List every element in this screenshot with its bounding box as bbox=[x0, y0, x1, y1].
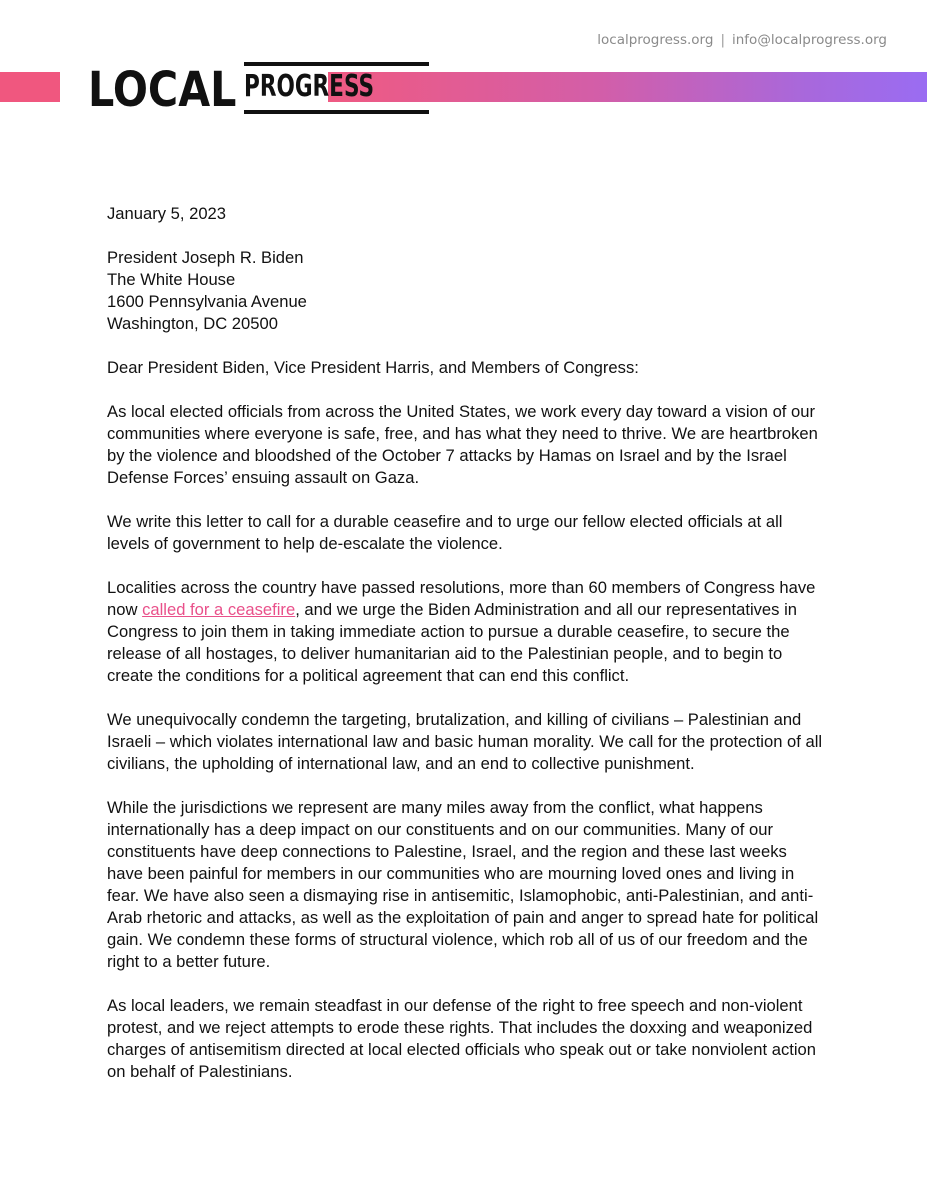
letter-date: January 5, 2023 bbox=[107, 204, 227, 223]
header-contact bbox=[597, 32, 887, 48]
recipient-line: The White House bbox=[107, 270, 236, 289]
paragraph-3-text-cont: , and we urge the Biden Administration and all our representatives in Congress to join them in taking immediate action to pursue a durable ceasefire, to secure the release of all hostages, to deliver humanitarian aid to the Palestinian people, and to begin to create the conditions for a political agreement that can end this conflict. bbox=[107, 600, 797, 685]
paragraph-6: As local leaders, we remain steadfast in our defense of the right to free speech and non-violent protest, and we reject attempts to erode these rights. That includes the doxxing and weaponized charges of antisemitism directed at local elected officials who speak out or take nonviolent action on behalf of Palestinians. bbox=[107, 996, 817, 1081]
email-link[interactable]: info@localprogress.org bbox=[732, 32, 887, 48]
paragraph-2: We write this letter to call for a durable ceasefire and to urge our fellow elected officials at all levels of government to help de-escalate the violence. bbox=[107, 512, 783, 553]
ceasefire-link[interactable]: called for a ceasefire bbox=[142, 600, 296, 619]
salutation: Dear President Biden, Vice President Harris, and Members of Congress: bbox=[107, 358, 639, 377]
website-link[interactable]: localprogress.org bbox=[597, 32, 714, 48]
letter-body bbox=[107, 203, 827, 1105]
recipient-line: Washington, DC 20500 bbox=[107, 314, 278, 333]
logo-progress-box bbox=[244, 62, 429, 114]
paragraph-1: As local elected officials from across the United States, we work every day toward a vision of our communities where everyone is safe, free, and has what they need to thrive. We are heartbroken by the violence and bloodshed of the October 7 attacks by Hamas on Israel and by the Israel Defense Forces’ ensuing assault on Gaza. bbox=[107, 402, 818, 487]
logo-local-text: LOCAL bbox=[88, 62, 237, 118]
recipient-line: 1600 Pennsylvania Avenue bbox=[107, 292, 307, 311]
recipient-line: President Joseph R. Biden bbox=[107, 248, 304, 267]
paragraph-5: While the jurisdictions we represent are many miles away from the conflict, what happens internationally has a deep impact on our constituents and on our communities. Many of our constituents have deep connections to Palestine, Israel, and the region and these last weeks have been painful for members in our communities who are mourning loved ones and living in fear. We have also seen a dismaying rise in antisemitic, Islamophobic, anti-Palestinian, and anti-Arab rhetoric and attacks, as well as the exploitation of pain and anger to spread hate for political gain. We condemn these forms of structural violence, which rob all of us of our freedom and the right to a better future. bbox=[107, 798, 819, 971]
local-progress-logo bbox=[88, 58, 429, 118]
recipient-address bbox=[107, 247, 827, 335]
logo-progress-text: PROGRESS bbox=[244, 69, 375, 104]
paragraph-3-text: Localities across the country have passed resolutions, more than 60 members of Congress have now bbox=[107, 578, 816, 619]
contact-separator: | bbox=[720, 32, 725, 48]
paragraph-3 bbox=[107, 577, 827, 687]
header-stripe-left bbox=[0, 72, 60, 102]
paragraph-4: We unequivocally condemn the targeting, brutalization, and killing of civilians – Palestinian and Israeli – which violates international law and basic human morality. We call for the protection of all civilians, the upholding of international law, and an end to collective punishment. bbox=[107, 710, 823, 773]
